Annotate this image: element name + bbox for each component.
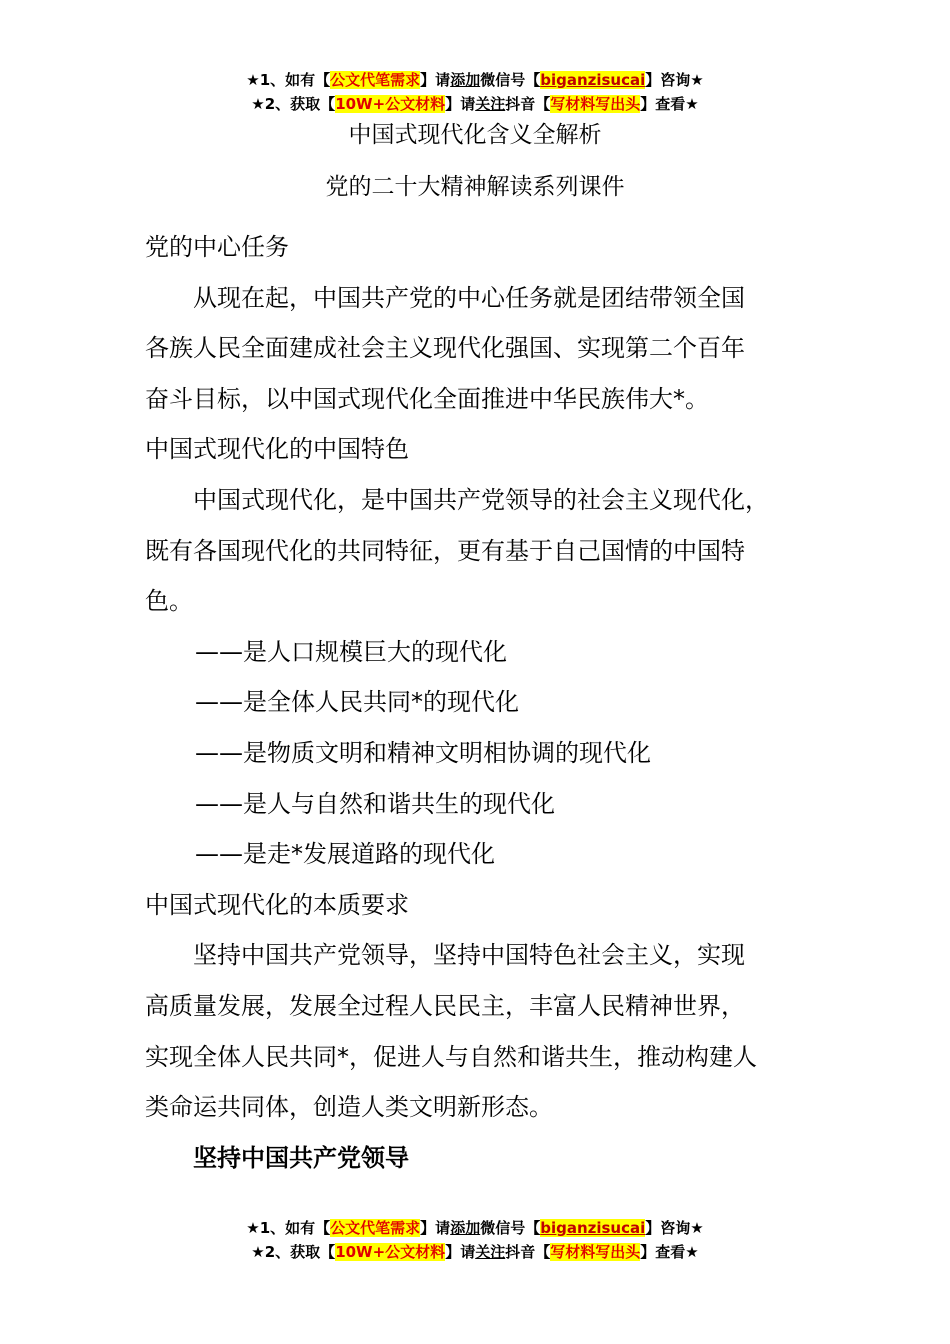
section-heading: 中国式现代化的中国特色 xyxy=(145,435,409,464)
promo-text: 】请 xyxy=(445,1243,476,1261)
promo-underlined: 关注 xyxy=(475,95,506,113)
promo-text: ★2、获取【 xyxy=(251,95,336,113)
list-item: ——是人口规模巨大的现代化 xyxy=(195,637,507,666)
paragraph-line: 高质量发展，发展全过程人民民主，丰富人民精神世界， xyxy=(145,991,745,1020)
promo-text: 】咨询★ xyxy=(645,71,704,89)
paragraph-line: 色。 xyxy=(145,587,193,616)
sub-heading: 坚持中国共产党领导 xyxy=(193,1143,409,1172)
promo-text: ★2、获取【 xyxy=(251,1243,336,1261)
promo-text: 】查看★ xyxy=(640,95,699,113)
paragraph-line: 奋斗目标，以中国式现代化全面推进中华民族伟大*。 xyxy=(145,384,709,413)
douyin-id: 写材料写出头 xyxy=(550,1243,641,1261)
promo-text: 】查看★ xyxy=(640,1243,699,1261)
promo-highlight: 公文代笔需求 xyxy=(330,71,421,89)
section-heading: 中国式现代化的本质要求 xyxy=(145,890,409,919)
promo-text: ★1、如有【 xyxy=(246,1219,331,1237)
promo-line-2 xyxy=(0,92,950,116)
promo-text: 】请 xyxy=(420,1219,451,1237)
promo-text: 】请 xyxy=(420,71,451,89)
promo-underlined: 添加 xyxy=(450,71,481,89)
wechat-id: biganzisucai xyxy=(540,1219,646,1237)
promo-underlined: 添加 xyxy=(450,1219,481,1237)
wechat-id: biganzisucai xyxy=(540,71,646,89)
promo-highlight: 10W+公文材料 xyxy=(335,95,446,113)
document-title: 中国式现代化含义全解析 xyxy=(348,122,602,148)
list-item: ——是物质文明和精神文明相协调的现代化 xyxy=(195,738,651,767)
promo-line-2 xyxy=(0,1240,950,1264)
paragraph-line: 从现在起，中国共产党的中心任务就是团结带领全国 xyxy=(193,283,745,312)
promo-text: 微信号【 xyxy=(480,71,541,89)
list-item: ——是走*发展道路的现代化 xyxy=(195,840,495,869)
paragraph-line: 既有各国现代化的共同特征，更有基于自己国情的中国特 xyxy=(145,536,745,565)
promo-line-1 xyxy=(0,1216,950,1240)
promo-text: 抖音【 xyxy=(505,95,551,113)
paragraph-line: 类命运共同体，创造人类文明新形态。 xyxy=(145,1093,553,1122)
promo-text: 微信号【 xyxy=(480,1219,541,1237)
promo-text: 】咨询★ xyxy=(645,1219,704,1237)
promo-highlight: 10W+公文材料 xyxy=(335,1243,446,1261)
top-promo-banner xyxy=(0,68,950,116)
paragraph-line: 实现全体人民共同*，促进人与自然和谐共生，推动构建人 xyxy=(145,1042,757,1071)
promo-underlined: 关注 xyxy=(475,1243,506,1261)
paragraph-line: 各族人民全面建成社会主义现代化强国、实现第二个百年 xyxy=(145,334,745,363)
promo-text: 抖音【 xyxy=(505,1243,551,1261)
list-item: ——是人与自然和谐共生的现代化 xyxy=(195,789,555,818)
bottom-promo-banner xyxy=(0,1216,950,1264)
douyin-id: 写材料写出头 xyxy=(550,95,641,113)
paragraph-line: 中国式现代化，是中国共产党领导的社会主义现代化， xyxy=(193,485,769,514)
document-subtitle: 党的二十大精神解读系列课件 xyxy=(325,174,625,200)
list-item: ——是全体人民共同*的现代化 xyxy=(195,688,519,717)
promo-text: ★1、如有【 xyxy=(246,71,331,89)
promo-line-1 xyxy=(0,68,950,92)
promo-highlight: 公文代笔需求 xyxy=(330,1219,421,1237)
paragraph-line: 坚持中国共产党领导，坚持中国特色社会主义，实现 xyxy=(193,941,745,970)
document-body xyxy=(145,222,845,1183)
section-heading: 党的中心任务 xyxy=(145,233,289,261)
promo-text: 】请 xyxy=(445,95,476,113)
